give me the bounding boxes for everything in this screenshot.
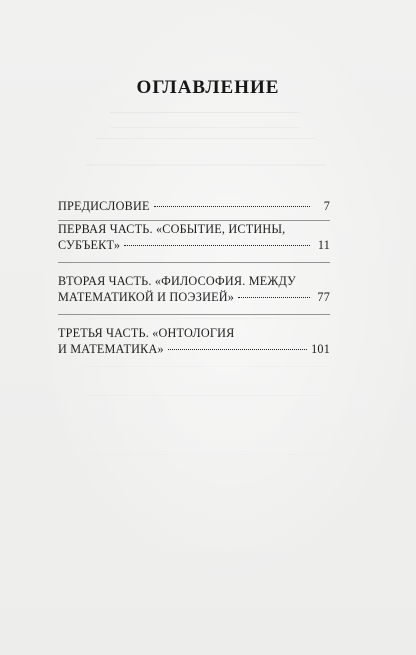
toc-entry-line (58, 341, 330, 357)
divider (58, 262, 330, 263)
toc-page-number: 77 (317, 290, 330, 304)
toc-entry-title-line-2: МАТЕМАТИКОЙ И ПОЭЗИЕЙ» (58, 290, 235, 304)
toc-page-number: 7 (323, 199, 330, 213)
page-title: ОГЛАВЛЕНИЕ (136, 77, 280, 98)
toc-page-number: 101 (311, 342, 330, 356)
toc-entry-title-line-1: ВТОРАЯ ЧАСТЬ. «ФИЛОСОФИЯ. МЕЖДУ (58, 274, 296, 288)
show-through-block-2 (84, 366, 330, 449)
show-through-line-1 (110, 112, 300, 128)
divider (58, 314, 330, 315)
toc-entry-title-line-2: СУБЪЕКТ» (58, 238, 121, 252)
toc-entry-part-two (58, 273, 330, 305)
toc-entry-title-line-1: ТРЕТЬЯ ЧАСТЬ. «ОНТОЛОГИЯ (58, 326, 235, 340)
table-of-contents (58, 198, 330, 357)
toc-entry-title-line-2: И МАТЕМАТИКА» (58, 342, 164, 356)
toc-entry-part-one (58, 221, 330, 253)
dot-leader (168, 349, 307, 350)
show-through-line-3 (86, 164, 326, 166)
toc-page-number: 11 (317, 238, 330, 252)
dot-leader (154, 206, 310, 207)
show-through-block-3 (84, 454, 332, 540)
dot-leader (238, 297, 310, 298)
toc-entry-line (58, 198, 330, 214)
toc-entry-line (58, 289, 330, 305)
dot-leader (124, 245, 310, 246)
toc-entry-line (58, 237, 330, 253)
toc-entry-part-three (58, 325, 330, 357)
toc-entry-title: ПРЕДИСЛОВИЕ (58, 199, 150, 213)
toc-entry-preface (58, 198, 330, 214)
toc-entry-title-line-1: ПЕРВАЯ ЧАСТЬ. «СОБЫТИЕ, ИСТИНЫ, (58, 222, 286, 236)
show-through-line-2 (95, 138, 315, 154)
